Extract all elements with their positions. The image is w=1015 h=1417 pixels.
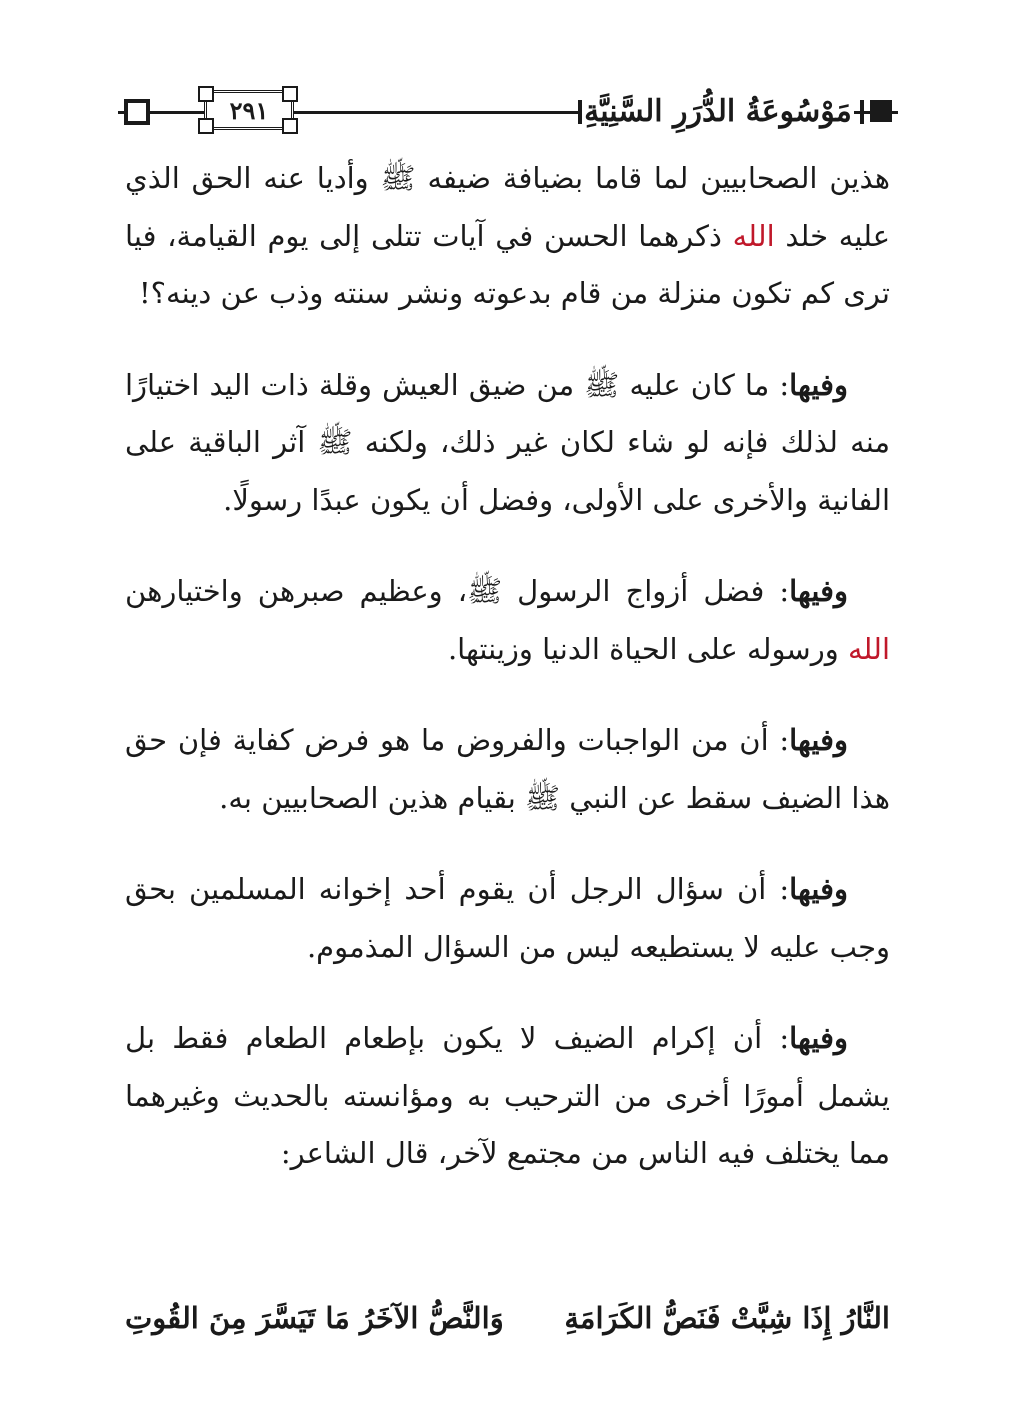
paragraph: وفيها: ما كان عليه ﷺ من ضيق العيش وقلة ذات اليد اختيارًا منه لذلك فإنه لو شاء لكان غير ذلك، ولكنه ﷺ آثر الباقية على الفانية والأخرى على الأولى، وفضل أن يكون عبدًا رسولًا. xyxy=(125,367,890,517)
frame-corner-ornament xyxy=(282,86,298,102)
frame-corner-ornament xyxy=(282,118,298,134)
frame-corner-ornament xyxy=(198,118,214,134)
paragraph-lead: وفيها xyxy=(789,723,848,757)
paragraph-lead: وفيها xyxy=(789,367,848,402)
page-number: ٢٩١ xyxy=(229,95,269,125)
paragraph: وفيها: أن إكرام الضيف لا يكون بإطعام الطعام فقط بل يشمل أمورًا أخرى من الترحيب به ومؤانسته بالحديث وغيرهما مما يختلف فيه الناس من مجتمع لآخر، قال الشاعر: xyxy=(125,1021,890,1170)
paragraph: وفيها: أن سؤال الرجل أن يقوم أحد إخوانه المسلمين بحق وجب عليه لا يستطيعه ليس من السؤال المذموم. xyxy=(125,872,890,964)
page-number-frame xyxy=(204,90,294,130)
paragraph: وفيها: فضل أزواج الرسول ﷺ، وعظيم صبرهن واختيارهن الله ورسوله على الحياة الدنيا وزينتها. xyxy=(125,574,890,666)
header-open-square-ornament xyxy=(124,99,150,125)
paragraph-lead: وفيها xyxy=(789,1021,848,1055)
book-title: مَوْسُوعَةُ الدُّرَرِ السَّنِيَّةِ xyxy=(582,86,854,136)
paragraph-lead: وفيها xyxy=(789,574,848,608)
page-body xyxy=(125,150,890,1183)
paragraph: وفيها: أن من الواجبات والفروض ما هو فرض كفاية فإن حق هذا الضيف سقط عن النبي ﷺ بقيام هذين الصحابيين به. xyxy=(125,723,890,815)
poetry-verse xyxy=(125,1293,890,1343)
paragraph-lead: وفيها xyxy=(789,872,848,906)
frame-corner-ornament xyxy=(198,86,214,102)
paragraph: هذين الصحابيين لما قاما بضيافة ضيفه ﷺ وأديا عنه الحق الذي عليه خلد الله ذكرهما الحسن في آيات تتلى إلى يوم القيامة، فيا ترى كم تكون منزلة من قام بدعوته ونشر سنته وذب عن دينه؟! xyxy=(125,161,890,310)
verse-second-hemistich: وَالنَّصُّ الآخَرُ مَا تَيَسَّرَ مِنَ القُوتِ xyxy=(125,1301,504,1335)
verse-first-hemistich: النَّارُ إِذَا شِبَّتْ فَنَصُّ الكَرَامَةِ xyxy=(564,1301,890,1335)
header-tick-ornament xyxy=(860,100,864,124)
divine-name: الله xyxy=(847,631,890,666)
header-solid-square-ornament xyxy=(870,100,892,122)
divine-name: الله xyxy=(732,218,775,253)
page-header xyxy=(118,86,898,136)
